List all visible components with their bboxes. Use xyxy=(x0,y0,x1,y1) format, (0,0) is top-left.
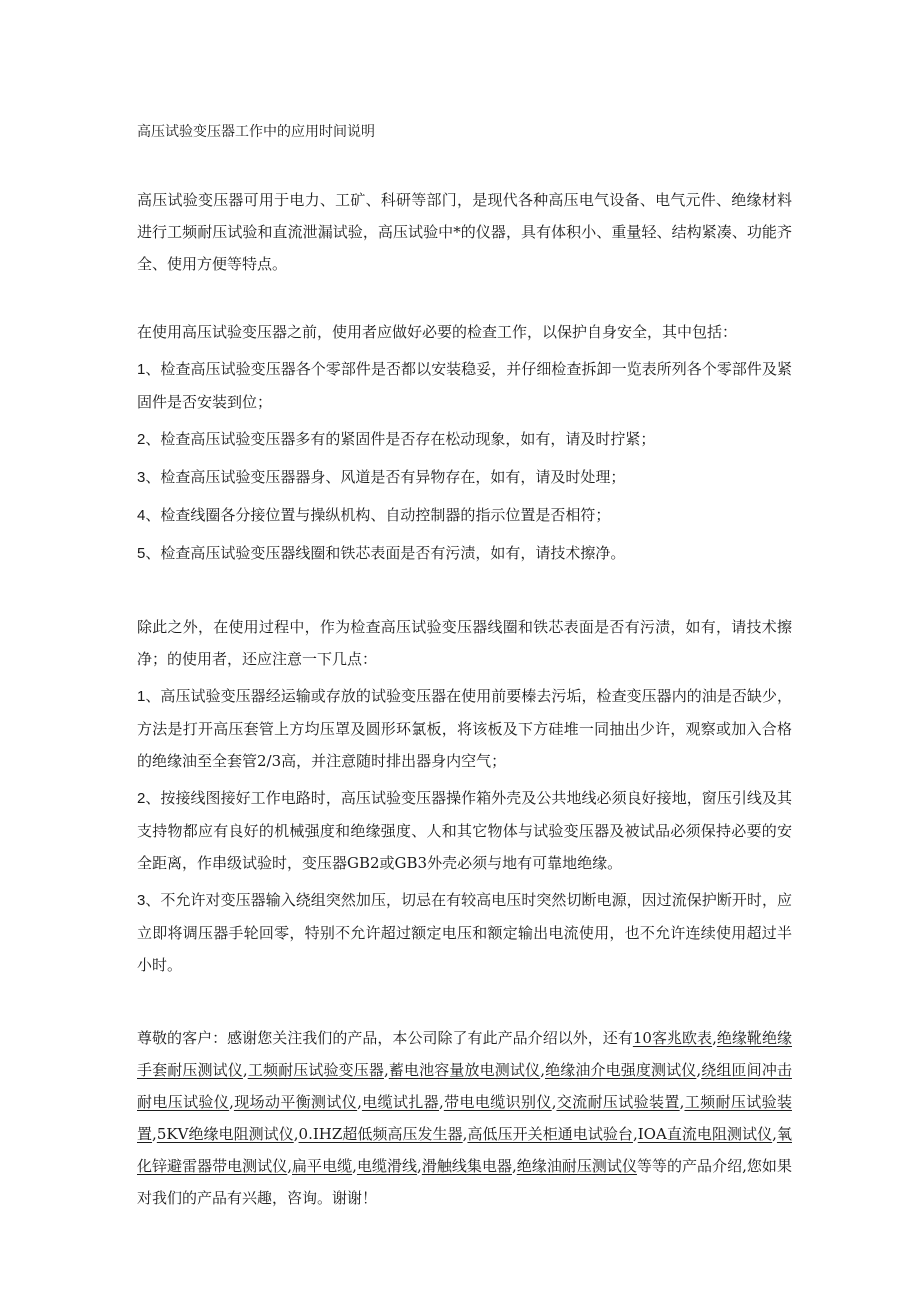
document-title: 高压试验变压器工作中的应用时间说明 xyxy=(137,124,375,140)
product-link[interactable]: 扁平电缆 xyxy=(292,1157,353,1175)
product-links xyxy=(137,1029,792,1175)
intro-paragraph: 高压试验变压器可用于电力、工矿、科研等部门，是现代各种高压电气设备、电气元件、绝缘材料进行工频耐压试验和直流泄漏试验，高压试验中*的仪器，具有体积小、重量轻、结构紧凑、功能齐全、使用方便等特点。 xyxy=(137,191,792,273)
section-spacer xyxy=(137,986,792,1022)
product-link[interactable]: IOA直流电阻测试仪 xyxy=(637,1125,773,1143)
products-outro: 等等的产品介绍,您如果对我们的产品有兴趣，咨询。谢谢！ xyxy=(137,1157,792,1207)
link-separator: , xyxy=(551,1093,557,1111)
link-separator: , xyxy=(679,1093,685,1111)
usage-item-3: 3、不允许对变压器输入绕组突然加压，切忌在有较高电压时突然切断电源，因过流保护断开时，应立即将调压器手轮回零，特别不允许超过额定电压和额定输出电流使用，也不允许连续使用超过半小时。 xyxy=(137,891,792,974)
link-separator: , xyxy=(462,1125,468,1143)
product-link[interactable]: 绝缘靴绝缘手套耐压测试仪 xyxy=(137,1029,792,1079)
link-separator: , xyxy=(287,1157,293,1175)
link-separator: , xyxy=(152,1125,157,1143)
link-separator: , xyxy=(242,1061,248,1079)
section-spacer xyxy=(137,575,792,611)
product-link[interactable]: 高低压开关柜通电试验台 xyxy=(467,1125,633,1143)
product-link[interactable]: 交流耐压试验装置 xyxy=(556,1093,680,1111)
link-separator: , xyxy=(229,1093,234,1111)
product-link[interactable]: 现场动平衡测试仪 xyxy=(233,1093,358,1111)
product-link[interactable]: 绝缘油介电强度测试仪 xyxy=(544,1061,697,1079)
link-separator: , xyxy=(511,1157,517,1175)
check-item-5: 5、检查高压试验变压器线圈和铁芯表面是否有污渍，如有，请技术擦净。 xyxy=(137,544,626,562)
product-link[interactable]: 蓄电池容量放电测试仪 xyxy=(388,1061,541,1079)
section-spacer xyxy=(137,280,792,316)
check-item-4: 4、检查线圈各分接位置与操纵机构、自动控制器的指示位置是否相符； xyxy=(137,506,611,524)
product-link[interactable]: 氧化锌避雷器带电测试仪 xyxy=(137,1125,792,1175)
product-link[interactable]: 10客兆欧表 xyxy=(632,1029,713,1047)
products-paragraph xyxy=(137,1022,792,1214)
link-separator: , xyxy=(417,1157,422,1175)
product-link[interactable]: 5KV绝缘电阻测试仪 xyxy=(156,1125,294,1143)
check-item-3: 3、检查高压试验变压器器身、风道是否有异物存在，如有，请及时处理； xyxy=(137,468,626,486)
check-item-1: 1、检查高压试验变压器各个零部件是否都以安装稳妥，并仔细检查拆卸一览表所列各个零部件及紧固件是否安装到位； xyxy=(137,360,792,411)
product-link[interactable]: 滑触线集电器 xyxy=(421,1157,512,1175)
check-item-2: 2、检查高压试验变压器多有的紧固件是否存在松动现象，如有，请及时拧紧； xyxy=(137,430,656,448)
document-page xyxy=(137,118,792,1214)
link-separator: , xyxy=(383,1061,389,1079)
link-separator: , xyxy=(540,1061,545,1079)
product-link[interactable]: 绕组匝间冲击耐电压试验仪 xyxy=(137,1061,792,1111)
product-link[interactable]: 工频耐压试验变压器 xyxy=(247,1061,384,1079)
product-link[interactable]: 电缆滑线 xyxy=(356,1157,418,1175)
usage-section-lead: 除此之外，在使用过程中，作为检查高压试验变压器线圈和铁芯表面是否有污渍，如有，请技术擦净；的使用者，还应注意一下几点： xyxy=(137,618,792,668)
product-link[interactable]: 工频耐压试验装置 xyxy=(137,1093,792,1143)
link-separator: , xyxy=(439,1093,444,1111)
product-link[interactable]: 0.IHZ超低频高压发生器 xyxy=(298,1125,463,1143)
link-separator: , xyxy=(696,1061,702,1079)
link-separator: , xyxy=(772,1125,777,1143)
product-link[interactable]: 绝缘油耐压测试仪 xyxy=(516,1157,637,1175)
usage-item-1: 1、高压试验变压器经运输或存放的试验变压器在使用前要榛去污垢，检查变压器内的油是否缺少，方法是打开高压套管上方均压罩及圆形环氯板，将该板及下方硅堆一同抽出少许，观察或加入合格的绝缘油至全套管2/3高，并注意随时排出器身内空气； xyxy=(137,687,792,770)
product-link[interactable]: 带电电缆识别仪 xyxy=(443,1093,552,1111)
check-section-lead: 在使用高压试验变压器之前，使用者应做好必要的检查工作，以保护自身安全，其中包括： xyxy=(137,323,738,341)
products-intro: 尊敬的客户：感谢您关注我们的产品，本公司除了有此产品介绍以外，还有 xyxy=(137,1029,633,1047)
link-separator: , xyxy=(712,1029,717,1047)
usage-item-2: 2、按接线图接好工作电路时，高压试验变压器操作箱外壳及公共地线必须良好接地，窗压引线及其支持物都应有良好的机械强度和绝缘强度、人和其它物体与试验变压器及被试品必须保持必要的安全距离，作串级试验时，变压器GB2或GB3外壳必须与地有可靠地绝缘。 xyxy=(137,789,792,872)
link-separator: , xyxy=(357,1093,362,1111)
link-separator: , xyxy=(632,1125,638,1143)
link-separator: , xyxy=(293,1125,299,1143)
link-separator: , xyxy=(352,1157,357,1175)
product-link[interactable]: 电缆试扎器 xyxy=(361,1093,440,1111)
